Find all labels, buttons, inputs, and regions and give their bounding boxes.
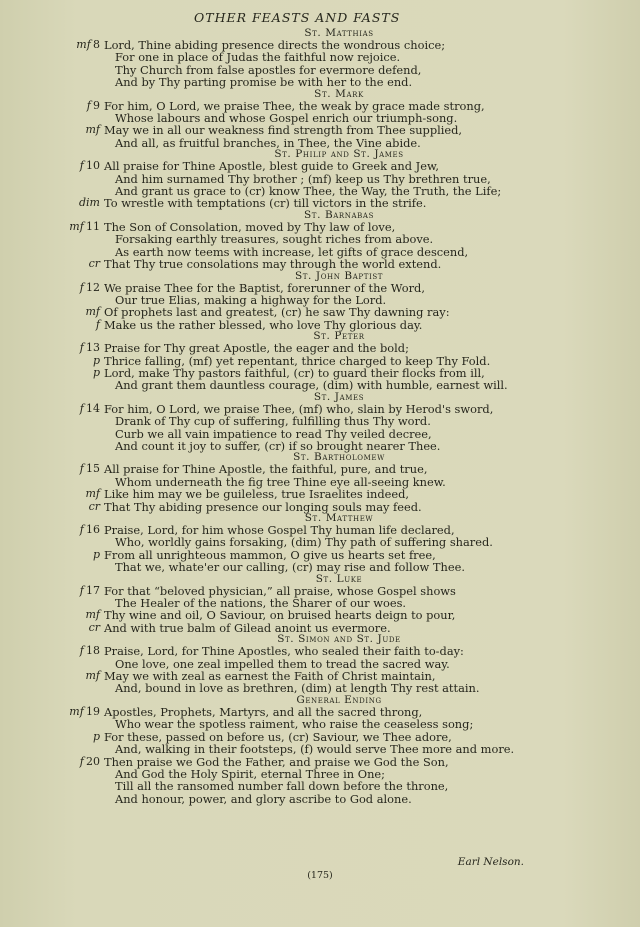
verse-text: Praise for Thy great Apostle, the eager and the bold; — [104, 341, 409, 356]
verse-number: 10 — [86, 159, 100, 173]
dynamic-mark — [93, 731, 100, 743]
verse-text: That we, whate'er our calling, (cr) may rise and follow Thee. — [115, 560, 465, 575]
stanza — [79, 401, 614, 453]
section-title: St. Luke — [315, 572, 363, 585]
section-title: St. Matthias — [304, 27, 374, 39]
verse-text: All praise for Thine Apostle, blest guide to Greek and Jew, — [104, 159, 439, 174]
dynamic-marking: cr — [88, 499, 100, 513]
verse-text: Of prophets last and greatest, (cr) he saw Thy dawning ray: — [104, 305, 450, 320]
dynamic-marking: p — [92, 729, 100, 743]
verse-text: And him surnamed Thy brother ; (mf) keep us Thy brethren true, — [115, 171, 491, 186]
verse-text: Who, worldly gains forsaking, (dim) Thy path of suffering shared. — [115, 535, 493, 550]
verse-text: And by Thy parting promise be with her to the end. — [115, 75, 413, 90]
hymn-section — [76, 27, 614, 90]
dynamic-marking: f — [79, 754, 84, 768]
verse-text: Thrice falling, (mf) yet repentant, thrice charged to keep Thy Fold. — [104, 353, 491, 368]
verse-line — [104, 379, 614, 391]
verse-text: Curb we all vain impatience to read Thy veiled decree, — [115, 426, 432, 441]
dynamic-mark — [80, 524, 100, 536]
hymn-section — [79, 633, 614, 696]
dynamic-mark — [87, 100, 100, 112]
dynamic-marking: dim — [79, 196, 100, 210]
verse-text: That Thy abiding presence our longing souls may feed. — [104, 499, 422, 514]
verse-number: 15 — [86, 462, 100, 476]
dynamic-mark — [85, 670, 100, 682]
verse-text: As earth now teems with increase, let gifts of grace descend, — [115, 244, 469, 259]
verse-text: And count it joy to suffer, (cr) if so brought nearer Thee. — [115, 438, 441, 453]
section-title: St. John Baptist — [294, 269, 384, 282]
hymn-sections — [69, 27, 614, 806]
verse-text: Lord, make Thy pastors faithful, (cr) to guard their flocks from ill, — [104, 365, 485, 380]
verse-line — [88, 499, 614, 514]
verse-text: We praise Thee for the Baptist, forerunner of the Word, — [104, 280, 425, 295]
dynamic-marking: f — [79, 583, 84, 597]
verse-line — [95, 317, 614, 332]
verse-line — [104, 440, 614, 452]
dynamic-mark — [93, 367, 100, 379]
verse-text: Whose labours and whose Gospel enrich our triumph-song. — [115, 111, 458, 126]
verse-text: One love, one zeal impelled them to tread the sacred way. — [115, 656, 450, 671]
dynamic-marking: f — [79, 644, 84, 658]
dynamic-marking: mf — [69, 704, 84, 718]
verse-text: Thy wine and oil, O Saviour, on bruised hearts deign to pour, — [104, 608, 456, 623]
section-title: St. Philip and St. James — [274, 148, 404, 161]
verse-number: 11 — [86, 219, 100, 233]
stanza — [85, 98, 614, 150]
verse-text: For these, passed on before us, (cr) Saviour, we Thee adore, — [104, 729, 452, 744]
dynamic-marking: mf — [69, 219, 84, 233]
dynamic-mark — [80, 645, 100, 657]
dynamic-marking: f — [86, 98, 91, 112]
dynamic-marking: mf — [85, 669, 100, 683]
verse-number: 14 — [86, 401, 100, 415]
dynamic-mark — [89, 501, 100, 513]
verse-text: To wrestle with temptations (cr) till victors in the strife. — [104, 196, 427, 211]
verse-text: Who wear the spotless raiment, who raise the ceaseless song; — [115, 717, 474, 732]
stanza — [69, 219, 614, 272]
hymn-section — [79, 330, 614, 393]
section-title: St. Peter — [313, 330, 365, 343]
verse-text: And all, as fruitful branches, in Thee, the Vine abide. — [115, 135, 421, 150]
verse-line — [104, 76, 614, 88]
stanza — [79, 280, 614, 332]
verse-number: 17 — [86, 583, 100, 597]
verse-text: And honour, power, and glory ascribe to God alone. — [115, 791, 412, 806]
dynamic-marking: f — [79, 341, 84, 355]
verse-text: Make us the rather blessed, who love Thy glorious day. — [104, 317, 423, 332]
verse-text: Till all the ransomed number fall down before the throne, — [115, 779, 449, 794]
verse-text: For one in place of Judas the faithful now rejoice. — [115, 50, 401, 65]
dynamic-marking: mf — [85, 608, 100, 622]
stanza — [79, 462, 614, 514]
verse-line — [88, 257, 614, 272]
verse-line — [104, 793, 614, 805]
dynamic-marking: f — [79, 159, 84, 173]
dynamic-marking: mf — [85, 487, 100, 501]
hymn-section — [79, 269, 614, 332]
verse-text: And with true balm of Gilead anoint us evermore. — [104, 620, 391, 635]
dynamic-mark — [96, 319, 100, 331]
verse-line — [104, 682, 614, 694]
verse-text: That Thy true consolations may through the world extend. — [104, 257, 442, 272]
stanza — [79, 341, 614, 393]
hymn-section — [79, 572, 614, 635]
dynamic-marking: p — [92, 353, 100, 367]
section-title: General Ending — [296, 693, 382, 706]
section-title: St. Mark — [314, 87, 364, 100]
dynamic-mark — [80, 585, 100, 597]
dynamic-marking: p — [92, 547, 100, 561]
running-head: OTHER FEASTS AND FASTS — [194, 10, 401, 25]
verse-number: 9 — [93, 98, 100, 112]
verse-line — [104, 137, 614, 149]
verse-text: And, walking in their footsteps, (f) would serve Thee more and more. — [115, 742, 515, 757]
page-number: (175) — [307, 870, 333, 881]
dynamic-marking: p — [92, 365, 100, 379]
stanza — [79, 159, 614, 211]
dynamic-marking: f — [79, 401, 84, 415]
verse-text: The Son of Consolation, moved by Thy law of love, — [104, 219, 396, 234]
dynamic-mark — [80, 403, 100, 415]
section-title: St. Simon and St. Jude — [277, 633, 401, 646]
dynamic-marking: mf — [85, 123, 100, 137]
verse-text: From all unrighteous mammon, O give us hearts set free, — [104, 547, 436, 562]
verse-text: Forsaking earthly treasures, sought riches from above. — [115, 232, 434, 247]
dynamic-marking: cr — [88, 257, 100, 271]
dynamic-marking: f — [79, 462, 84, 476]
verse-text: Praise, Lord, for Thine Apostles, who sealed their faith to-day: — [104, 644, 464, 659]
verse-line — [104, 561, 614, 573]
section-title: St. James — [313, 390, 365, 403]
hymn-section — [79, 148, 614, 211]
verse-text: All praise for Thine Apostle, the faithful, pure, and true, — [104, 462, 428, 477]
verse-number: 8 — [93, 38, 100, 51]
verse-text: For him, O Lord, we praise Thee, the weak by grace made strong, — [104, 98, 485, 113]
verse-number: 13 — [86, 341, 100, 355]
verse-text: Thy Church from false apostles for evermore defend, — [115, 62, 422, 77]
stanza — [76, 38, 614, 90]
dynamic-mark — [69, 221, 100, 233]
verse-text: May we with zeal as earnest the Faith of Christ maintain, — [104, 669, 436, 684]
stanza — [79, 583, 614, 635]
verse-text: Whom underneath the fig tree Thine eye all-seeing knew. — [115, 474, 446, 489]
dynamic-mark — [69, 706, 100, 718]
verse-number: 20 — [86, 754, 100, 768]
dynamic-mark — [85, 124, 100, 136]
verse-text: And grant them dauntless courage, (dim) with humble, earnest will. — [115, 378, 508, 393]
verse-text: For him, O Lord, we praise Thee, (mf) who, slain by Herod's sword, — [104, 401, 494, 416]
hymn-section — [85, 87, 614, 150]
verse-text: Our true Elias, making a highway for the Lord. — [115, 292, 387, 307]
verse-text: Drank of Thy cup of suffering, fulfilling thus Thy word. — [115, 414, 431, 429]
hymn-section — [69, 208, 614, 272]
hymn-section — [79, 512, 614, 575]
verse-text: Then praise we God the Father, and praise we God the Son, — [104, 754, 449, 769]
verse-text: Apostles, Prophets, Martyrs, and all the sacred throng, — [104, 704, 423, 719]
stanza — [79, 644, 614, 696]
dynamic-marking: f — [79, 523, 84, 536]
hymn-section — [79, 451, 614, 514]
section-title: St. Matthew — [304, 512, 374, 524]
section-title: St. Bartholomew — [293, 451, 385, 464]
verse-text: Lord, Thine abiding presence directs the wondrous choice; — [104, 38, 446, 52]
dynamic-mark — [80, 463, 100, 475]
author-credit: Earl Nelson. — [457, 856, 524, 868]
dynamic-mark — [80, 160, 100, 172]
verse-text: And God the Holy Spirit, eternal Three in One; — [115, 766, 385, 781]
verse-number: 19 — [86, 704, 100, 718]
dynamic-marking: cr — [88, 620, 100, 634]
dynamic-mark — [89, 622, 100, 634]
dynamic-marking: mf — [76, 38, 91, 51]
verse-line — [79, 196, 614, 211]
verse-text: And, bound in love as brethren, (dim) at length Thy rest attain. — [115, 681, 480, 696]
dynamic-mark — [80, 282, 100, 294]
stanza — [69, 704, 614, 757]
section-title: St. Barnabas — [304, 208, 374, 221]
hymn-section — [69, 693, 614, 806]
verse-text: Praise, Lord, for him whose Gospel Thy human life declared, — [104, 523, 455, 537]
dynamic-mark — [76, 39, 100, 51]
dynamic-marking: f — [95, 317, 100, 331]
stanza — [79, 754, 614, 806]
verse-number: 16 — [86, 523, 100, 536]
verse-text: For that “beloved physician,” all praise, whose Gospel shows — [104, 583, 456, 598]
verse-number: 12 — [86, 280, 100, 294]
verse-text: May we in all our weakness find strength from Thee supplied, — [104, 123, 463, 138]
dynamic-mark — [89, 258, 100, 270]
verse-line — [88, 620, 614, 635]
dynamic-marking: f — [79, 280, 84, 294]
hymn-section — [79, 390, 614, 453]
verse-text: The Healer of the nations, the Sharer of our woes. — [115, 596, 407, 611]
dynamic-mark — [79, 197, 100, 209]
stanza — [79, 523, 614, 575]
dynamic-mark — [80, 756, 100, 768]
verse-text: And grant us grace to (cr) know Thee, the Way, the Truth, the Life; — [115, 184, 502, 199]
verse-text: Like him may we be guileless, true Israelites indeed, — [104, 487, 410, 502]
dynamic-mark — [93, 549, 100, 561]
verse-number: 18 — [86, 644, 100, 658]
dynamic-marking: mf — [85, 305, 100, 319]
